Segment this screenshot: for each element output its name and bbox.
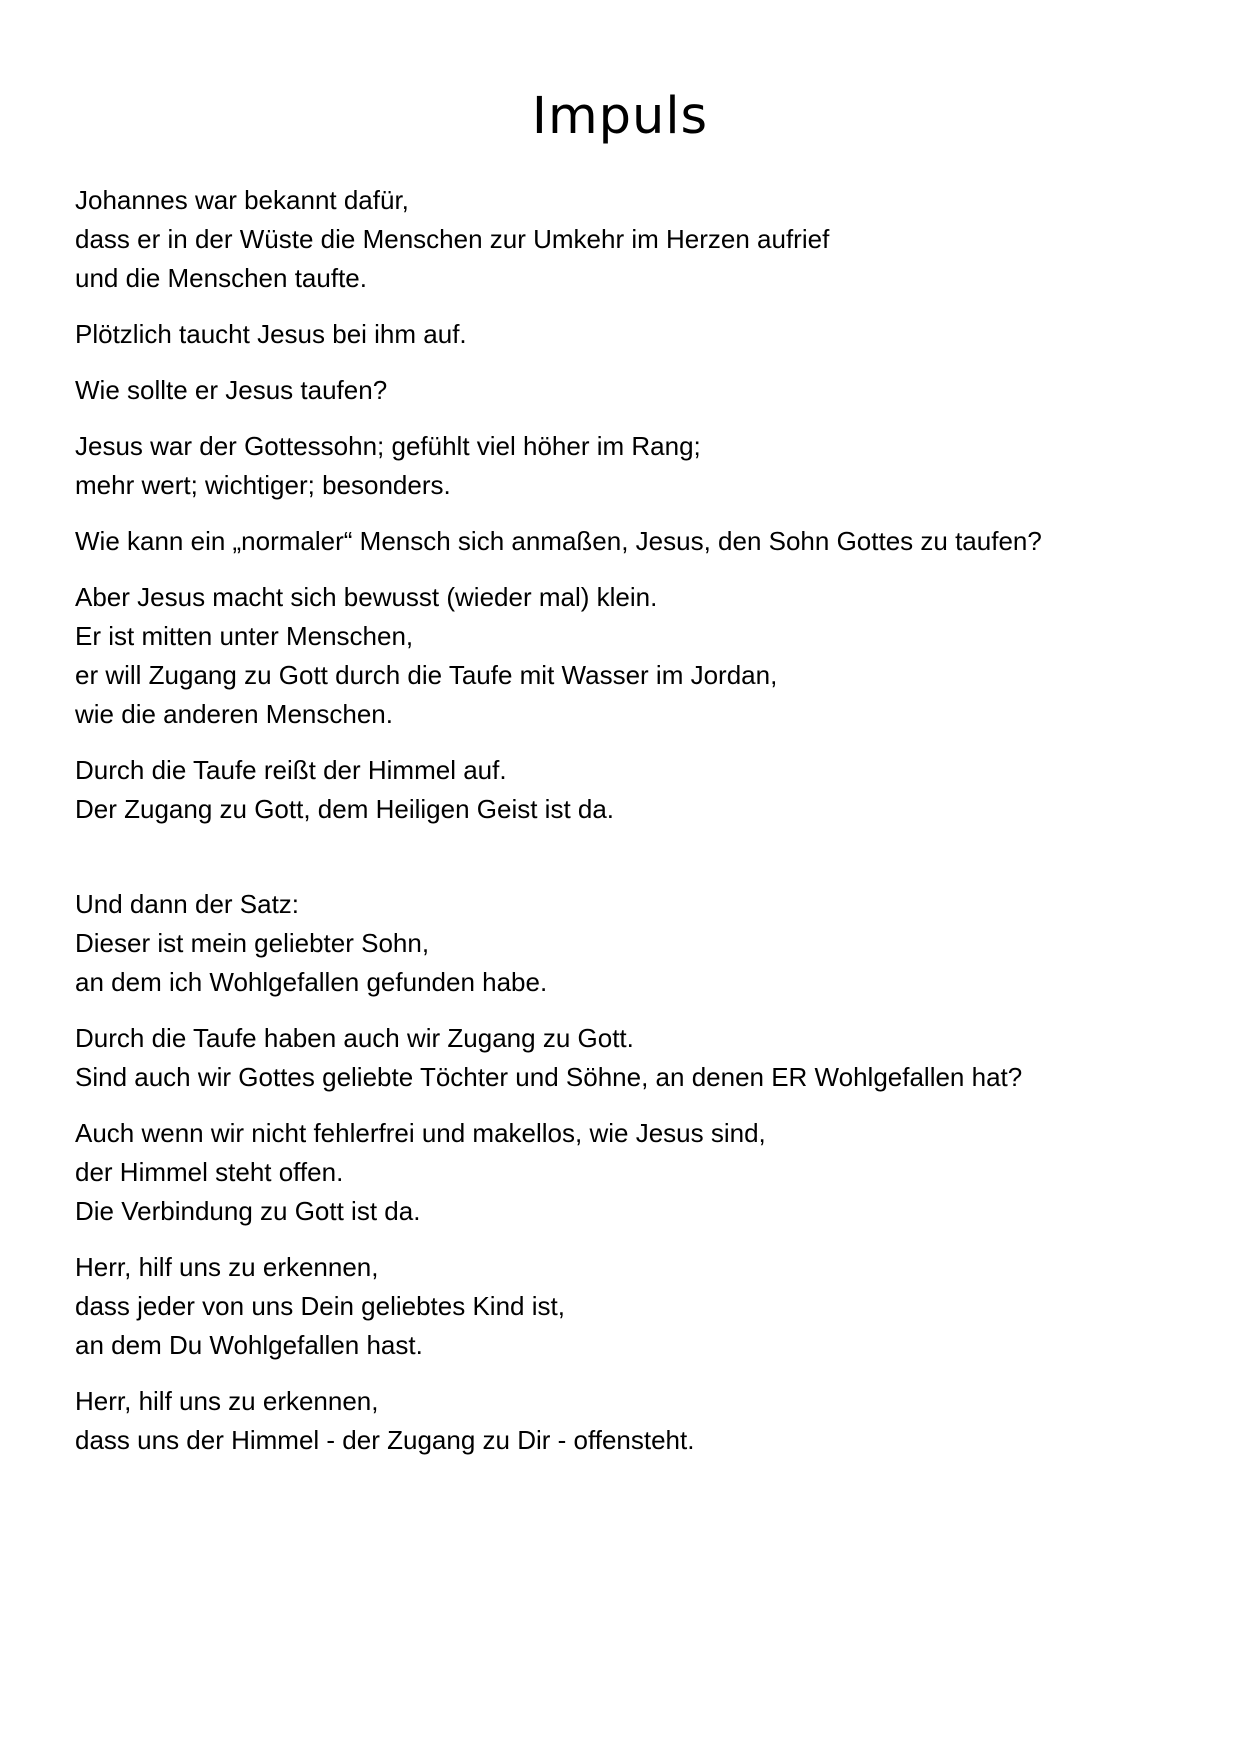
text-line: Sind auch wir Gottes geliebte Töchter und Söhne, an denen ER Wohlgefallen hat? xyxy=(75,1062,1023,1092)
paragraph xyxy=(75,1248,1215,1365)
text-line: Die Verbindung zu Gott ist da. xyxy=(75,1196,421,1226)
text-line: Herr, hilf uns zu erkennen, xyxy=(75,1386,379,1416)
text-line: Plötzlich taucht Jesus bei ihm auf. xyxy=(75,319,467,349)
text-line: Durch die Taufe reißt der Himmel auf. xyxy=(75,755,507,785)
text-line: Auch wenn wir nicht fehlerfrei und makellos, wie Jesus sind, xyxy=(75,1118,766,1148)
text-line: Wie kann ein „normaler“ Mensch sich anmaßen, Jesus, den Sohn Gottes zu taufen? xyxy=(75,526,1042,556)
text-line: Johannes war bekannt dafür, xyxy=(75,185,409,215)
text-line: Wie sollte er Jesus taufen? xyxy=(75,375,388,405)
text-line: mehr wert; wichtiger; besonders. xyxy=(75,470,451,500)
paragraph xyxy=(75,885,1215,1002)
text-line: Durch die Taufe haben auch wir Zugang zu Gott. xyxy=(75,1023,634,1053)
paragraph xyxy=(75,1114,1215,1231)
document-title: Impuls xyxy=(531,87,709,146)
text-line: an dem Du Wohlgefallen hast. xyxy=(75,1330,423,1360)
text-line: der Himmel steht offen. xyxy=(75,1157,344,1187)
text-line: Er ist mitten unter Menschen, xyxy=(75,621,414,651)
text-line: Der Zugang zu Gott, dem Heiligen Geist ist da. xyxy=(75,794,615,824)
text-line: Dieser ist mein geliebter Sohn, xyxy=(75,928,430,958)
paragraph xyxy=(75,427,1215,505)
text-line: Aber Jesus macht sich bewusst (wieder mal) klein. xyxy=(75,582,658,612)
text-line: Herr, hilf uns zu erkennen, xyxy=(75,1252,379,1282)
paragraph xyxy=(75,371,1215,410)
text-line: dass jeder von uns Dein geliebtes Kind ist, xyxy=(75,1291,565,1321)
document-body xyxy=(75,181,1215,1477)
text-line: er will Zugang zu Gott durch die Taufe mit Wasser im Jordan, xyxy=(75,660,778,690)
text-line: wie die anderen Menschen. xyxy=(75,699,393,729)
text-line: und die Menschen taufte. xyxy=(75,263,367,293)
paragraph xyxy=(75,1382,1215,1460)
paragraph xyxy=(75,1019,1215,1097)
paragraph xyxy=(75,315,1215,354)
text-line: Und dann der Satz: xyxy=(75,889,300,919)
text-line: an dem ich Wohlgefallen gefunden habe. xyxy=(75,967,548,997)
paragraph xyxy=(75,578,1215,734)
paragraph xyxy=(75,751,1215,829)
text-line: dass er in der Wüste die Menschen zur Umkehr im Herzen aufrief xyxy=(75,224,830,254)
paragraph xyxy=(75,181,1215,298)
text-line: dass uns der Himmel - der Zugang zu Dir - offensteht. xyxy=(75,1425,695,1455)
text-line: Jesus war der Gottessohn; gefühlt viel höher im Rang; xyxy=(75,431,701,461)
paragraph xyxy=(75,522,1215,561)
